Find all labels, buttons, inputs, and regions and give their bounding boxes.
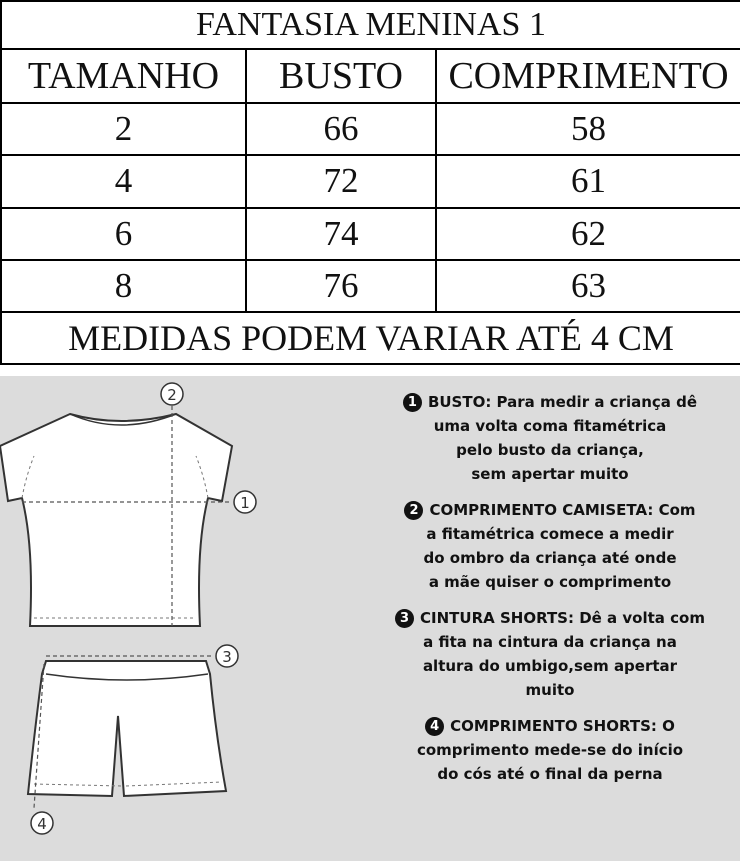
marker-1-icon <box>234 491 256 513</box>
tshirt-drawing <box>0 414 232 626</box>
instruction-cintura-shorts <box>360 606 740 702</box>
size-cell: 4 <box>1 155 246 207</box>
size-cell: 6 <box>1 208 246 260</box>
instruction-comprimento-camiseta <box>360 498 740 594</box>
number-4-icon: 4 <box>425 717 444 736</box>
bust-cell: 74 <box>246 208 436 260</box>
length-cell: 62 <box>436 208 740 260</box>
instruction-line: CINTURA SHORTS: Dê a volta com <box>420 609 705 627</box>
size-cell: 8 <box>1 260 246 312</box>
marker-2-label: 2 <box>167 386 177 404</box>
instruction-line: a fita na cintura da criança na <box>423 633 677 651</box>
header-comprimento: COMPRIMENTO <box>436 49 740 103</box>
instruction-line: do cós até o final da perna <box>437 765 663 783</box>
marker-4-label: 4 <box>37 815 47 833</box>
bust-cell: 72 <box>246 155 436 207</box>
shorts-drawing <box>28 661 226 796</box>
instruction-line: uma volta coma fitamétrica <box>433 417 667 435</box>
table-row <box>1 208 740 260</box>
marker-4-icon <box>31 812 53 834</box>
table-row <box>1 103 740 155</box>
instruction-line: pelo busto da criança, <box>456 441 644 459</box>
number-1-icon: 1 <box>403 393 422 412</box>
header-tamanho: TAMANHO <box>1 49 246 103</box>
instruction-line: a fitamétrica comece a medir <box>426 525 674 543</box>
instruction-line: comprimento mede-se do início <box>416 741 684 759</box>
number-3-icon: 3 <box>395 609 414 628</box>
length-cell: 63 <box>436 260 740 312</box>
garment-illustration <box>0 376 270 861</box>
instruction-line: do ombro da criança até onde <box>423 549 677 567</box>
table-row <box>1 260 740 312</box>
header-busto: BUSTO <box>246 49 436 103</box>
measurement-guide-panel <box>0 376 740 861</box>
instruction-line: sem apertar muito <box>471 465 629 483</box>
instruction-line: COMPRIMENTO CAMISETA: Com <box>429 501 696 519</box>
length-cell: 58 <box>436 103 740 155</box>
bust-cell: 76 <box>246 260 436 312</box>
table-footer-note: MEDIDAS PODEM VARIAR ATÉ 4 CM <box>1 312 740 364</box>
bust-cell: 66 <box>246 103 436 155</box>
instruction-line: muito <box>525 681 575 699</box>
marker-3-label: 3 <box>222 648 232 666</box>
instruction-line: altura do umbigo,sem apertar <box>422 657 678 675</box>
number-2-icon: 2 <box>404 501 423 520</box>
instructions-list <box>360 390 740 798</box>
instruction-comprimento-shorts <box>360 714 740 786</box>
size-cell: 2 <box>1 103 246 155</box>
instruction-busto <box>360 390 740 486</box>
instruction-line: COMPRIMENTO SHORTS: O <box>450 717 675 735</box>
table-title: FANTASIA MENINAS 1 <box>1 1 740 49</box>
length-cell: 61 <box>436 155 740 207</box>
marker-2-icon <box>161 383 183 405</box>
size-table <box>0 0 740 365</box>
table-row <box>1 155 740 207</box>
marker-3-icon <box>216 645 238 667</box>
instruction-line: a mãe quiser o comprimento <box>428 573 672 591</box>
instruction-line: BUSTO: Para medir a criança dê <box>427 393 698 411</box>
marker-1-label: 1 <box>240 494 250 512</box>
